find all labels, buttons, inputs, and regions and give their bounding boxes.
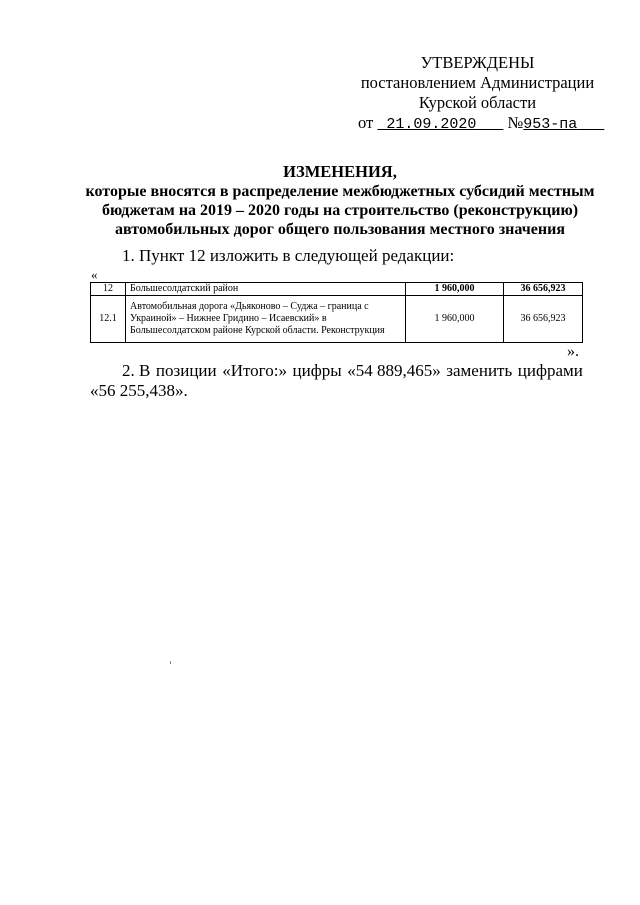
table-row bbox=[91, 296, 583, 343]
row-value-2020: 36 656,923 bbox=[504, 296, 583, 343]
title-line-2: бюджетам на 2019 – 2020 годы на строительство (реконструкцию) bbox=[101, 202, 579, 219]
approval-heading: УТВЕРЖДЕНЫ bbox=[420, 53, 535, 72]
row-number: 12.1 bbox=[91, 296, 126, 343]
approval-stamp bbox=[355, 53, 600, 135]
row-value-2020: 36 656,923 bbox=[504, 283, 583, 296]
table-row bbox=[91, 283, 583, 296]
title-line-1: которые вносятся в распределение межбюджетных субсидий местным bbox=[85, 183, 595, 200]
number-sign: № bbox=[507, 113, 524, 132]
row-value-2019: 1 960,000 bbox=[406, 296, 504, 343]
p2-word: позиции bbox=[155, 361, 217, 380]
changes-table bbox=[90, 282, 583, 343]
approval-number bbox=[523, 116, 604, 133]
date-prefix: от bbox=[358, 113, 374, 132]
p2-word: цифры bbox=[292, 361, 342, 380]
approval-date-value: 21.09.2020 bbox=[386, 116, 477, 133]
scan-artifact bbox=[170, 661, 171, 664]
title-line-3: автомобильных дорог общего пользования местного значения bbox=[115, 221, 565, 238]
paragraph-2-line-1 bbox=[90, 361, 583, 381]
row-number: 12 bbox=[91, 283, 126, 296]
closing-quote: ». bbox=[567, 343, 579, 360]
title-main: ИЗМЕНЕНИЯ, bbox=[283, 162, 397, 181]
row-value-2019: 1 960,000 bbox=[406, 283, 504, 296]
p2-word: «Итого:» bbox=[222, 361, 287, 380]
approval-number-value: 953-па bbox=[523, 116, 578, 133]
paragraph-2-line-2: «56 255,438». bbox=[90, 381, 188, 400]
p2-word: заменить bbox=[446, 361, 513, 380]
row-name: Автомобильная дорога «Дьяконово – Суджа – граница с Украиной» – Нижнее Гридино – Исаевский» в Большесолдатском районе Курской области. Реконструкция bbox=[126, 296, 406, 343]
approval-region: Курской области bbox=[418, 93, 537, 112]
approval-date-number bbox=[355, 113, 600, 135]
opening-quote: « bbox=[91, 267, 98, 282]
document-title bbox=[80, 162, 600, 239]
p2-word: цифрами bbox=[517, 361, 583, 380]
approval-issuer: постановлением Администрации bbox=[360, 73, 595, 92]
p2-word: 2. В bbox=[122, 361, 151, 380]
paragraph-1: 1. Пункт 12 изложить в следующей редакции: bbox=[122, 246, 455, 265]
paragraph-2 bbox=[90, 361, 583, 401]
p2-word: «54 889,465» bbox=[347, 361, 441, 380]
approval-date bbox=[377, 116, 503, 133]
row-name: Большесолдатский район bbox=[126, 283, 406, 296]
